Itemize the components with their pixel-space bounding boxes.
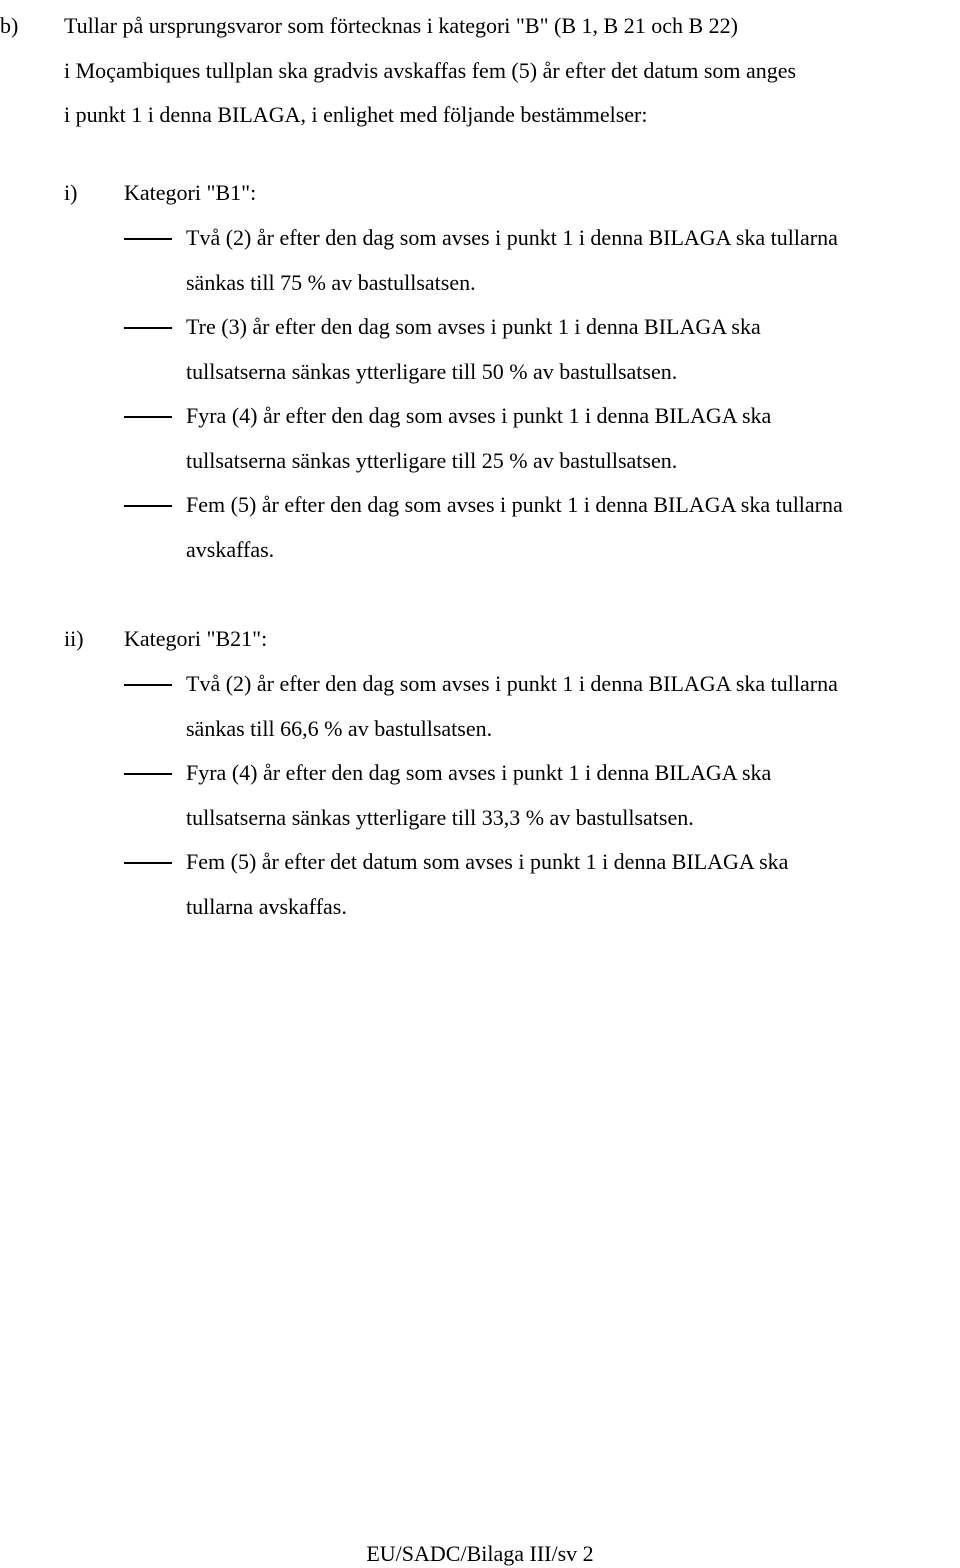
category-ii-item-1-line-2: sänkas till 66,6 % av bastullsatsen. [186, 716, 493, 741]
category-i-item-3-line-2: tullsatserna sänkas ytterligare till 25 % av bastullsatsen. [186, 448, 678, 473]
category-i-item-2-line-2: tullsatserna sänkas ytterligare till 50 % av bastullsatsen. [186, 359, 678, 384]
section-b-line-3: i punkt 1 i denna BILAGA, i enlighet med följande bestämmelser: [64, 102, 648, 127]
category-ii-item-2-line-2: tullsatserna sänkas ytterligare till 33,3 % av bastullsatsen. [186, 805, 694, 830]
dash-bullet [124, 773, 172, 775]
page-footer-reference: EU/SADC/Bilaga III/sv 2 [366, 1541, 594, 1566]
dash-bullet [124, 505, 172, 507]
category-i-item-4-line-2: avskaffas. [186, 537, 275, 562]
category-ii-item-3-line-1: Fem (5) år efter det datum som avses i punkt 1 i denna BILAGA ska [186, 849, 789, 874]
category-i-item-2-line-1: Tre (3) år efter den dag som avses i punkt 1 i denna BILAGA ska [186, 314, 761, 339]
section-b-line-2: i Moçambiques tullplan ska gradvis avskaffas fem (5) år efter det datum som anges [64, 58, 797, 83]
category-i-label: i) [64, 180, 78, 205]
dash-bullet [124, 327, 172, 329]
dash-bullet [124, 416, 172, 418]
dash-bullet [124, 862, 172, 864]
category-ii-title: Kategori "B21": [124, 626, 268, 651]
category-i-item-1-line-2: sänkas till 75 % av bastullsatsen. [186, 270, 476, 295]
section-b-line-1: Tullar på ursprungsvaror som förtecknas i kategori "B" (B 1, B 21 och B 22) [64, 13, 738, 38]
category-i-item-1-line-1: Två (2) år efter den dag som avses i punkt 1 i denna BILAGA ska tullarna [186, 225, 838, 250]
category-ii-item-1-line-1: Två (2) år efter den dag som avses i punkt 1 i denna BILAGA ska tullarna [186, 671, 838, 696]
category-ii-label: ii) [64, 626, 84, 651]
category-i-item-3-line-1: Fyra (4) år efter den dag som avses i punkt 1 i denna BILAGA ska [186, 403, 772, 428]
category-ii-item-3-line-2: tullarna avskaffas. [186, 894, 347, 919]
section-b-label: b) [0, 13, 19, 38]
category-i-item-4-line-1: Fem (5) år efter den dag som avses i punkt 1 i denna BILAGA ska tullarna [186, 492, 843, 517]
dash-bullet [124, 684, 172, 686]
dash-bullet [124, 238, 172, 240]
category-ii-item-2-line-1: Fyra (4) år efter den dag som avses i punkt 1 i denna BILAGA ska [186, 760, 772, 785]
category-i-title: Kategori "B1": [124, 180, 257, 205]
